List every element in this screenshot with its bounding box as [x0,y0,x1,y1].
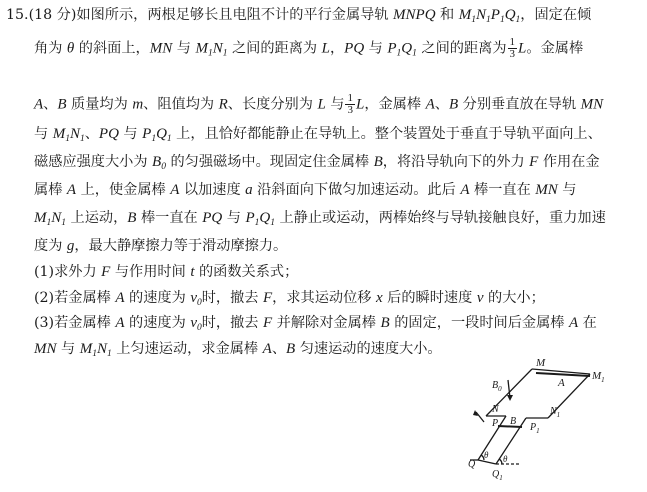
sub: 1 [222,48,228,59]
var: B [127,210,137,226]
var: M [79,341,93,357]
text: 、长度分别为 [227,96,318,113]
var: PQ [202,210,223,226]
var: L [317,96,326,113]
var: F [263,290,273,306]
question-3-line-1 [34,313,597,338]
question-2 [34,288,545,313]
text: 棒一直在 [136,210,203,226]
var: x [376,290,383,306]
var: v [190,290,197,306]
var: PQ [344,40,365,57]
problem-number: 15. [6,7,29,23]
text: 棒一直在 [469,182,536,198]
problem-line-7 [34,208,606,233]
var: P [490,7,500,23]
var: Q [504,7,516,23]
problem-line-3 [34,93,603,116]
text: 角为 [34,40,67,57]
sub: 1 [499,15,505,25]
text: 与 [118,126,143,142]
var: P [387,40,397,57]
var: N [476,7,487,23]
sub: 1 [396,48,402,59]
label-n: N [492,404,499,415]
problem-line-5 [34,152,600,177]
problem-line-6 [34,180,576,200]
var: B [448,96,459,113]
var: F [529,154,539,170]
numerator: 1 [509,36,516,48]
text: 、阻值均为 [143,96,219,113]
var: L [518,40,527,57]
problem-line-8 [34,236,287,256]
var: L [321,40,330,57]
sub: 1 [486,15,491,25]
label-a: A [558,377,565,389]
label-n1: $N_1$ [550,406,561,419]
text: 后的瞬时速度 [382,290,477,306]
var: A [34,96,44,113]
sub: 1 [61,218,67,228]
text: 并解除对金属棒 [272,315,381,331]
sub: 0 [196,298,202,308]
question-3-line-2 [34,339,442,364]
text: 上运动， [66,210,128,226]
text: (3)若金属棒 [34,315,116,331]
text: 与 [364,40,388,57]
text: 上，且恰好都能静止在导轨上。整个装置处于垂直于导轨平面向上、 [171,126,602,142]
text: 与 [557,182,577,198]
var: F [263,315,273,331]
text: 的固定，一段时间后金属棒 [389,315,569,331]
problem-line-1 [6,5,591,30]
var: Q [401,40,413,57]
text: 匀速运动的速度大小。 [295,341,442,357]
text: 沿斜面向下做匀加速运动。此后 [252,182,461,198]
label-theta-1: θ [484,450,489,460]
text: 、 [84,126,99,142]
text: 与 [325,96,345,113]
var: v [190,315,197,331]
var: g [66,238,75,254]
denominator: 3 [509,48,516,60]
sub: 1 [471,15,477,25]
var: a [245,182,253,198]
text: 分别垂直放在导轨 [458,96,581,113]
text: 质量均为 [66,96,133,113]
sub: 1 [412,48,417,59]
var: A [568,315,579,331]
text: ， [329,40,345,57]
var: θ [66,40,75,57]
var: P [142,126,152,142]
var: F [101,264,111,280]
var: N [69,126,80,142]
label-q1: $Q_1$ [492,469,503,482]
text: (2)若金属棒 [34,290,116,306]
text: 作用在金 [538,154,600,170]
text: 。金属棒 [526,40,584,57]
var: MN [580,96,604,113]
text: 的大小； [483,290,545,306]
sub: 1 [92,349,97,359]
sub: 1 [65,134,70,144]
var: A [115,290,125,306]
text: 之间的距离为 [227,40,322,57]
var: MN [34,341,57,357]
var: N [96,341,107,357]
force-arrow [476,412,484,422]
var: A [262,341,272,357]
var: A [115,315,125,331]
label-q: Q [468,459,476,470]
var: m [132,96,144,113]
var: N [212,40,223,57]
var: t [190,264,195,280]
var: MN [535,182,558,198]
text: 上静止或运动，两棒始终与导轨接触良好，重力加速 [274,210,606,226]
var: B [152,154,162,170]
text: 的函数关系式； [194,264,299,280]
text: ，将沿导轨向下的外力 [382,154,530,170]
sub: 1 [515,15,521,25]
label-m: M [536,357,546,369]
var: P [245,210,255,226]
text: 度为 [34,238,67,254]
text: 属棒 [34,182,67,198]
sub: 1 [106,349,112,359]
var: R [218,96,228,113]
sub: 0 [196,323,202,333]
sub: 1 [46,218,52,228]
text: 时，撤去 [201,315,263,331]
var: A [170,182,180,198]
text: 上匀速运动，求金属棒 [111,341,263,357]
var: M [34,210,47,226]
numerator: 1 [347,92,353,104]
text: 如图所示，两根足够长且电阻不计的平行金属导轨 [76,7,394,23]
text: ，最大静摩擦力等于滑动摩擦力。 [74,238,288,254]
sub: 1 [151,134,157,144]
var: A [460,182,470,198]
label-theta-2: θ [503,454,508,464]
var: B [380,315,390,331]
var: M [195,40,208,57]
text: ，固定在倾 [520,7,592,23]
text: 时，撤去 [201,290,263,306]
rail-diagram [440,352,640,492]
var: N [51,210,62,226]
var: PQ [98,126,119,142]
text: 和 [435,7,459,23]
text: 的斜面上， [74,40,150,57]
sub: 1 [207,48,213,59]
label-b: B [510,416,517,427]
sub: 1 [270,218,275,228]
text: 、 [271,341,287,357]
text: 与作用时间 [110,264,191,280]
text: 的匀强磁场中。现固定住金属棒 [165,154,374,170]
text: 之间的距离为 [416,40,507,57]
text: (1)求外力 [34,264,102,280]
var: L [355,96,365,113]
var: Q [259,210,271,226]
text: 上，使金属棒 [76,182,171,198]
sub: 0 [161,162,166,172]
var: A [425,96,435,113]
var: B [286,341,296,357]
text: 的速度为 [124,290,191,306]
denominator: 3 [347,104,353,116]
var: Q [156,126,167,142]
text: ，求其运动位移 [272,290,376,306]
text: 在 [578,315,597,331]
text: 、 [434,96,449,113]
sub: 1 [79,134,85,144]
var: MNPQ [393,7,436,23]
sub: 1 [254,218,260,228]
text: 的速度为 [124,315,191,331]
text: 以加速度 [179,182,246,198]
sub: 1 [166,134,172,144]
var: B [373,154,383,170]
var: M [52,126,66,142]
var: B [57,96,67,113]
label-m1: $M_1$ [592,370,605,384]
label-p1: $P_1$ [530,422,540,435]
label-p: P [492,418,499,429]
var: A [66,182,77,198]
text: 与 [222,210,246,226]
text: 、 [43,96,58,113]
problem-line-4 [34,124,602,149]
var: v [476,290,484,306]
var: M [458,7,472,23]
text: 磁感应强度大小为 [34,154,153,170]
question-1 [34,262,298,282]
problem-line-2 [34,37,583,64]
label-b0: $B_0$ [492,380,502,393]
text: ，金属棒 [364,96,426,113]
text: 与 [56,341,80,357]
problem-score: (18 分) [28,7,77,23]
fraction-one-third [345,93,355,116]
text: 与 [172,40,196,57]
var: MN [149,40,173,57]
fraction-one-third [508,37,518,60]
text: 与 [34,126,53,142]
